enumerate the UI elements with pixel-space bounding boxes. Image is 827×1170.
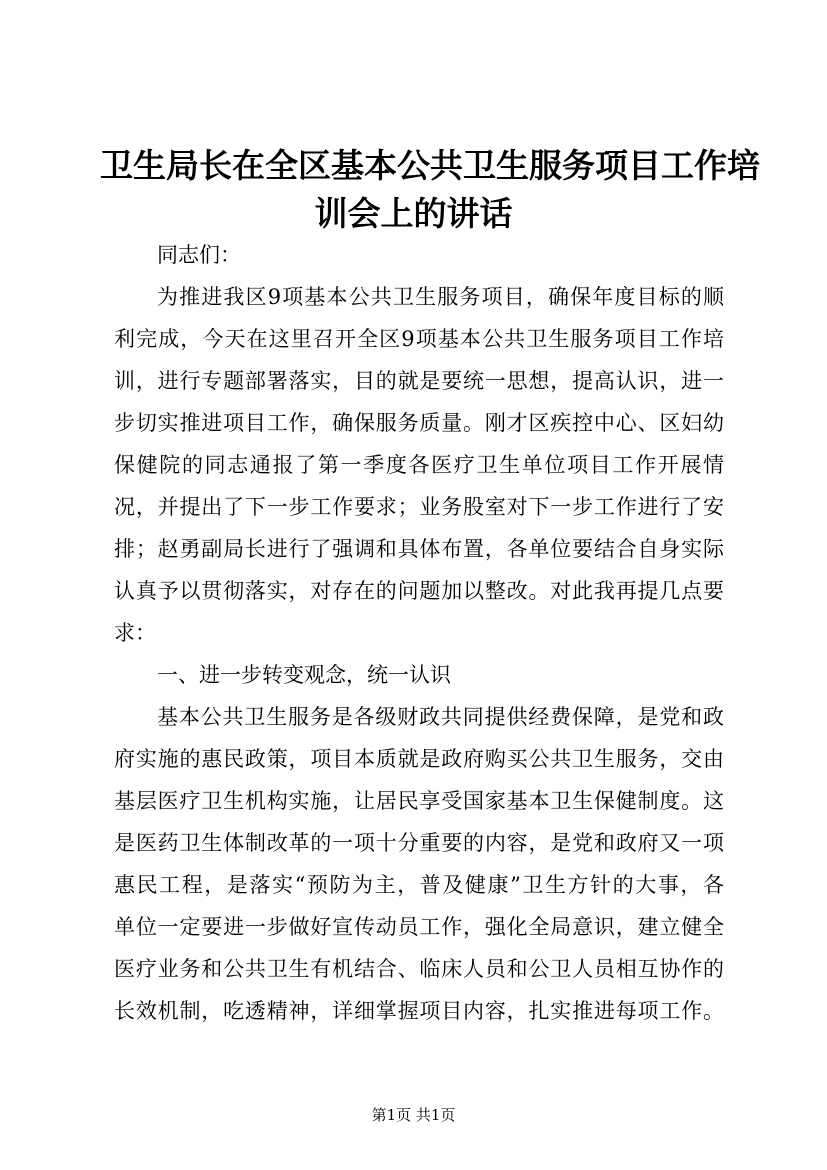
document-title-line-1: 卫生局长在全区基本公共卫生服务项目工作培	[100, 146, 760, 185]
paragraph-2-line: 府实施的惠民政策，项目本质就是政府购买公共卫生服务，交由	[114, 747, 724, 771]
paragraph-1-line: 求：	[114, 621, 156, 645]
paragraph-2-line: 惠民工程，是落实“预防为主，普及健康”卫生方针的大事，各	[114, 873, 724, 897]
paragraph-1-line: 排；赵勇副局长进行了强调和具体布置，各单位要结合自身实际	[114, 537, 724, 561]
paragraph-2-line: 基本公共卫生服务是各级财政共同提供经费保障，是党和政	[157, 705, 724, 729]
paragraph-1-line: 认真予以贯彻落实，对存在的问题加以整改。对此我再提几点要	[114, 579, 724, 603]
paragraph-1-line: 况，并提出了下一步工作要求；业务股室对下一步工作进行了安	[114, 495, 724, 519]
paragraph-2-line: 医疗业务和公共卫生有机结合、临床人员和公卫人员相互协作的	[114, 957, 724, 981]
paragraph-2-line: 是医药卫生体制改革的一项十分重要的内容，是党和政府又一项	[114, 831, 724, 855]
paragraph-2-line: 单位一定要进一步做好宣传动员工作，强化全局意识，建立健全	[114, 915, 724, 939]
paragraph-2-line: 基层医疗卫生机构实施，让居民享受国家基本卫生保健制度。这	[114, 789, 724, 813]
paragraph-2-line: 长效机制，吃透精神，详细掌握项目内容，扎实推进每项工作。	[114, 999, 724, 1023]
section-1-heading: 一、进一步转变观念，统一认识	[157, 663, 451, 687]
greeting: 同志们：	[157, 243, 241, 267]
paragraph-1-line: 为推进我区9项基本公共卫生服务项目，确保年度目标的顺	[157, 285, 724, 309]
paragraph-1-line: 训，进行专题部署落实，目的就是要统一思想，提高认识，进一	[114, 369, 724, 393]
paragraph-1-line: 利完成，今天在这里召开全区9项基本公共卫生服务项目工作培	[114, 327, 724, 351]
page-footer: 第1页 共1页	[371, 1106, 456, 1124]
paragraph-1-line: 保健院的同志通报了第一季度各医疗卫生单位项目工作开展情	[114, 453, 724, 477]
document-title-line-2: 训会上的讲话	[314, 194, 513, 233]
paragraph-1-line: 步切实推进项目工作，确保服务质量。刚才区疾控中心、区妇幼	[114, 411, 724, 435]
